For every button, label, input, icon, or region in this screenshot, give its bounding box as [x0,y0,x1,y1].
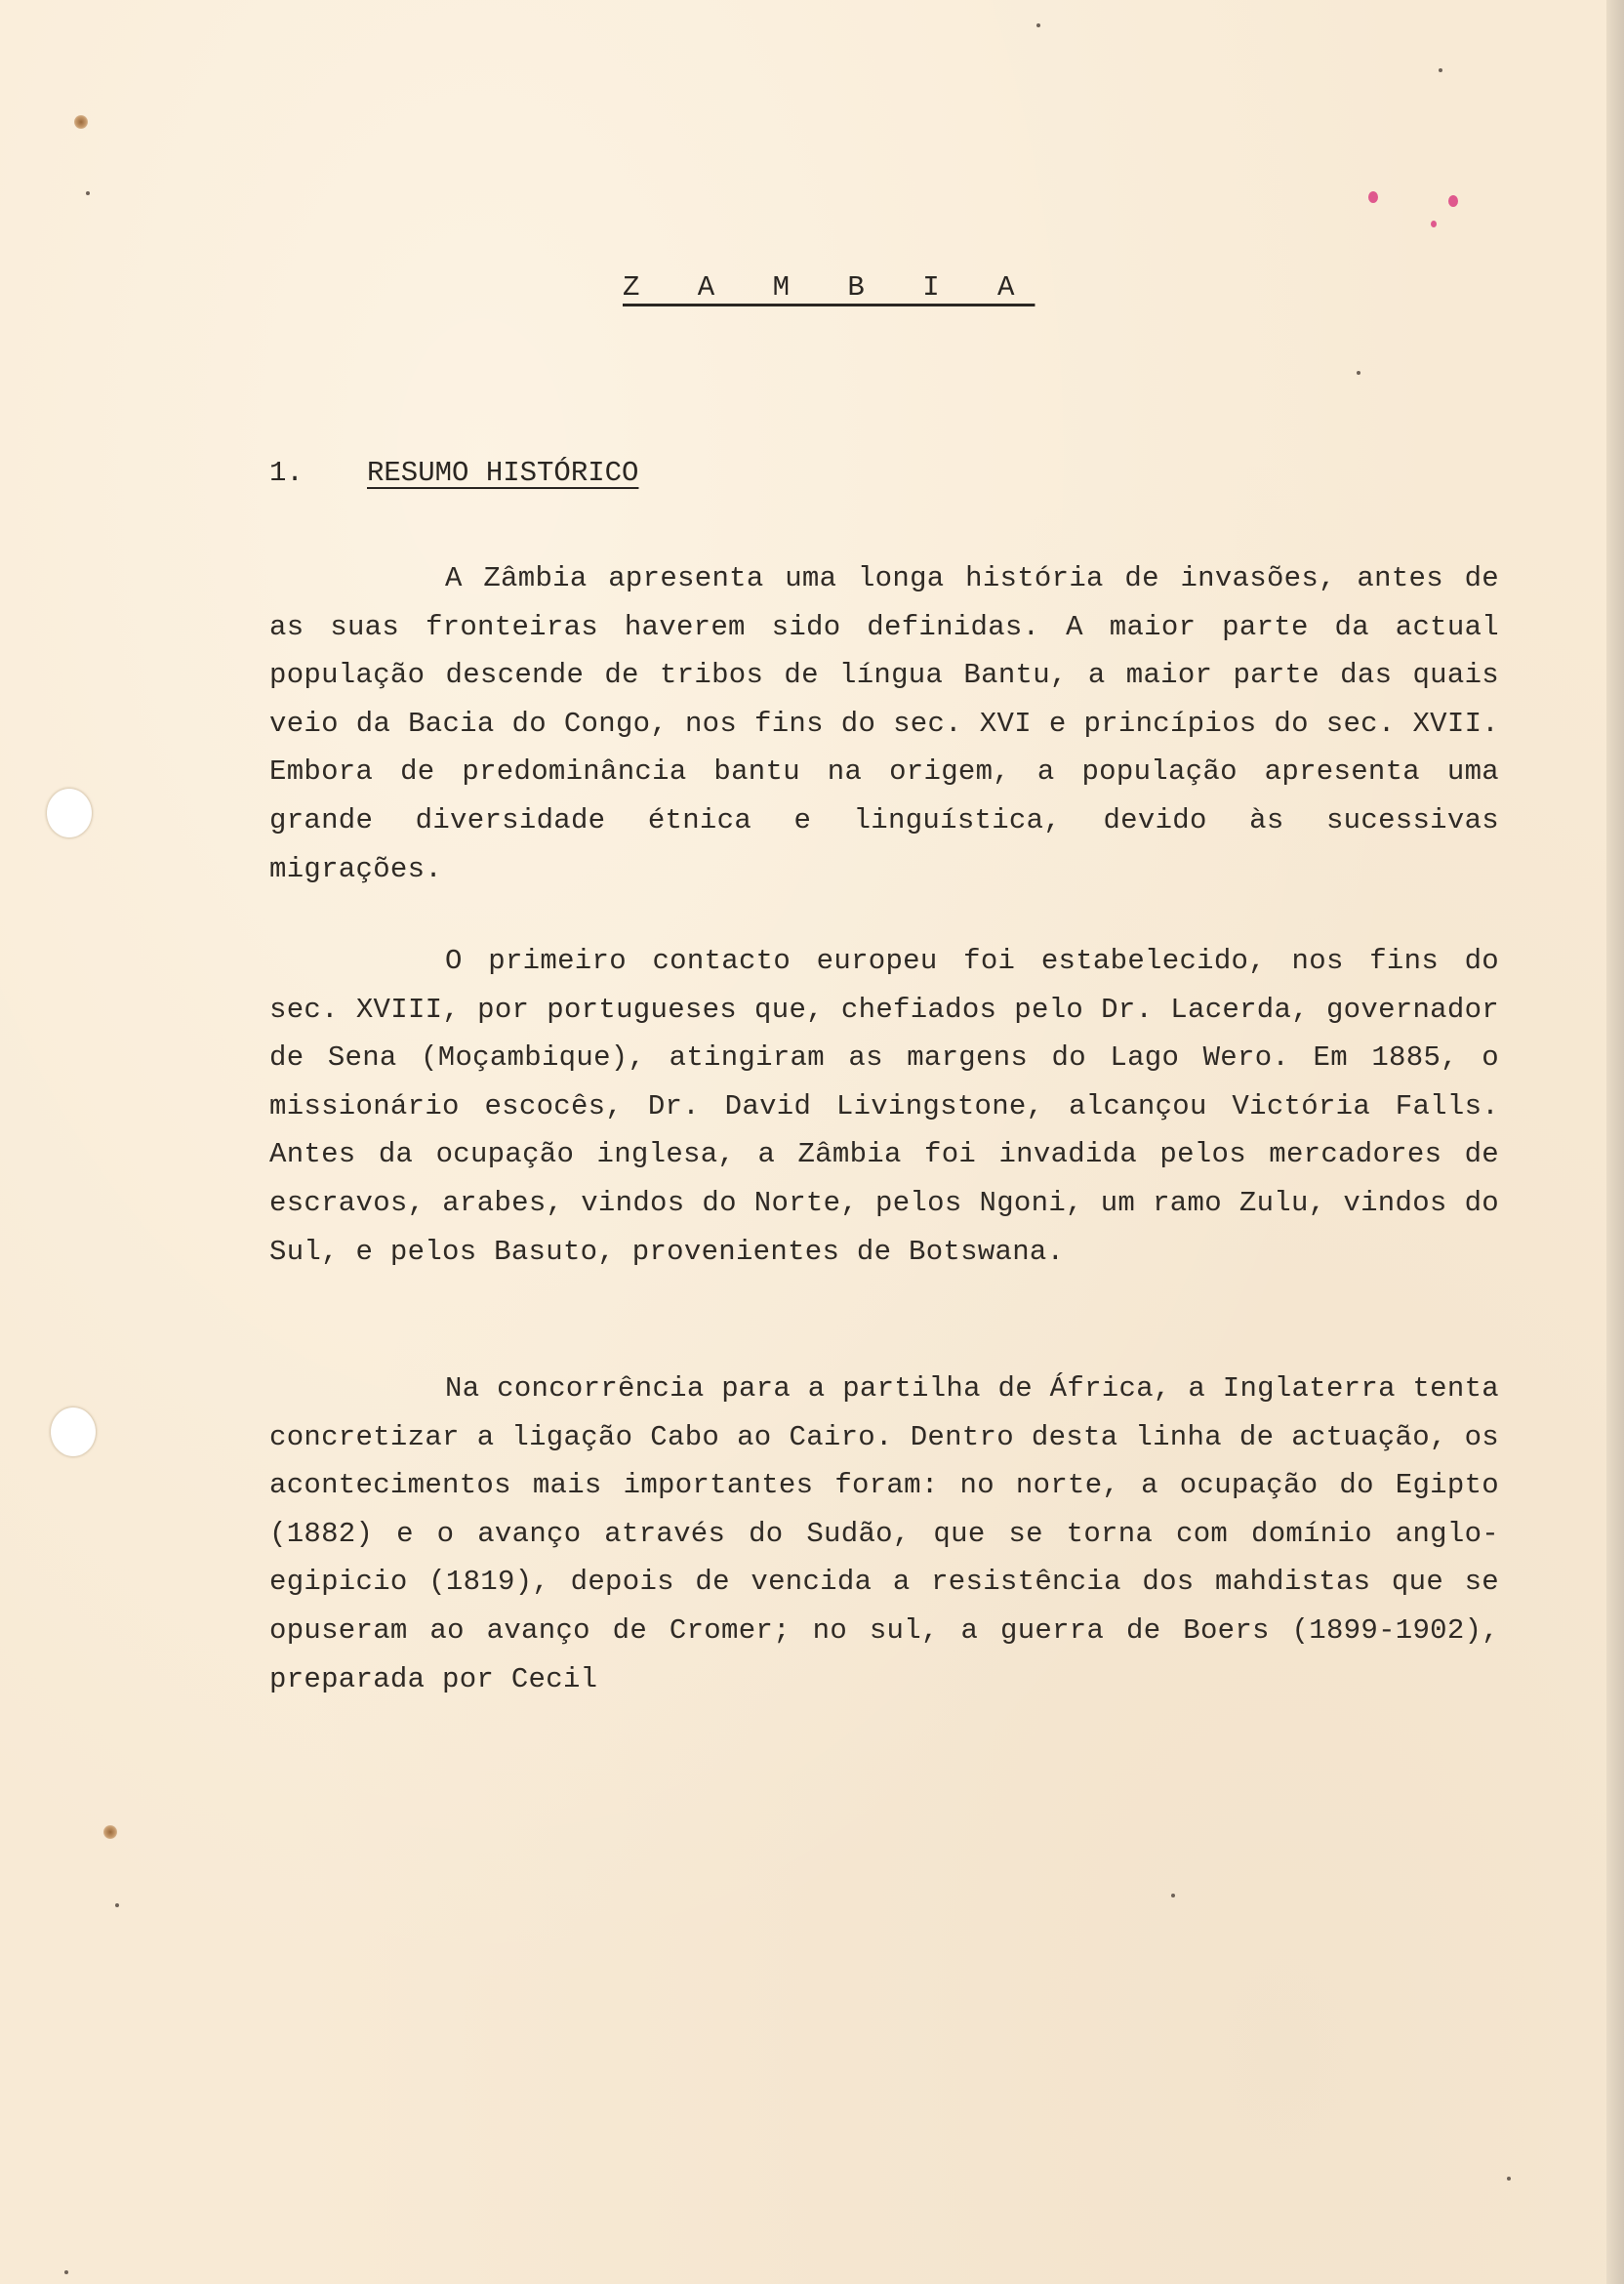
speck [115,1903,119,1907]
speck [1171,1894,1175,1897]
section-heading [269,457,638,489]
punch-hole-lower [51,1407,96,1456]
rust-spot-top [74,115,88,129]
speck [1357,371,1360,375]
speck [1439,68,1442,72]
punch-hole-upper [47,789,92,837]
speck [1507,2177,1511,2181]
paragraph: Na concorrência para a partilha de África, a Inglaterra tenta concretizar a ligação Cabo ao Cairo. Dentro desta linha de actuação, os acontecimentos mais importantes foram: no norte, a ocupação do Egipto (1882) e o avanço através do Sudão, que se torna com domínio anglo-egipicio (1819), depois de vencida a resistência dos mahdistas que se opuseram ao avanço de Cromer; no sul, a guerra de Boers (1899-1902), preparada por Cecil [269,1372,1499,1695]
document-title: Z A M B I A [623,271,1035,304]
paragraph: A Zâmbia apresenta uma longa história de invasões, antes de as suas fronteiras haverem sido definidas. A maior parte da actual população descende de tribos de língua Bantu, a maior parte das quais veio da Bacia do Congo, nos fins do sec. XVI e princípios do sec. XVII. Embora de predominância bantu na origem, a população apresenta uma grande diversidade étnica e linguística, devido às sucessivas migrações. [269,562,1499,885]
paragraph: O primeiro contacto europeu foi estabelecido, nos fins do sec. XVIII, por portugueses que, chefiados pelo Dr. Lacerda, governador de Sena (Moçambique), atingiram as margens do Lago Wero. Em 1885, o missionário escocês, Dr. David Livingstone, alcançou Victória Falls. Antes da ocupação inglesa, a Zâmbia foi invadida pelos mercadores de escravos, arabes, vindos do Norte, pelos Ngoni, um ramo Zulu, vindos do Sul, e pelos Basuto, provenientes de Botswana. [269,945,1499,1268]
pink-ink-mark [1368,191,1378,203]
rust-spot-bottom [103,1825,117,1839]
pink-ink-mark [1448,195,1458,207]
section-number: 1. [269,457,304,489]
pink-ink-mark [1431,221,1437,227]
speck [1036,23,1040,27]
speck [86,191,90,195]
section-title: RESUMO HISTÓRICO [367,457,639,489]
speck [64,2270,68,2274]
page-edge [1606,0,1624,2284]
